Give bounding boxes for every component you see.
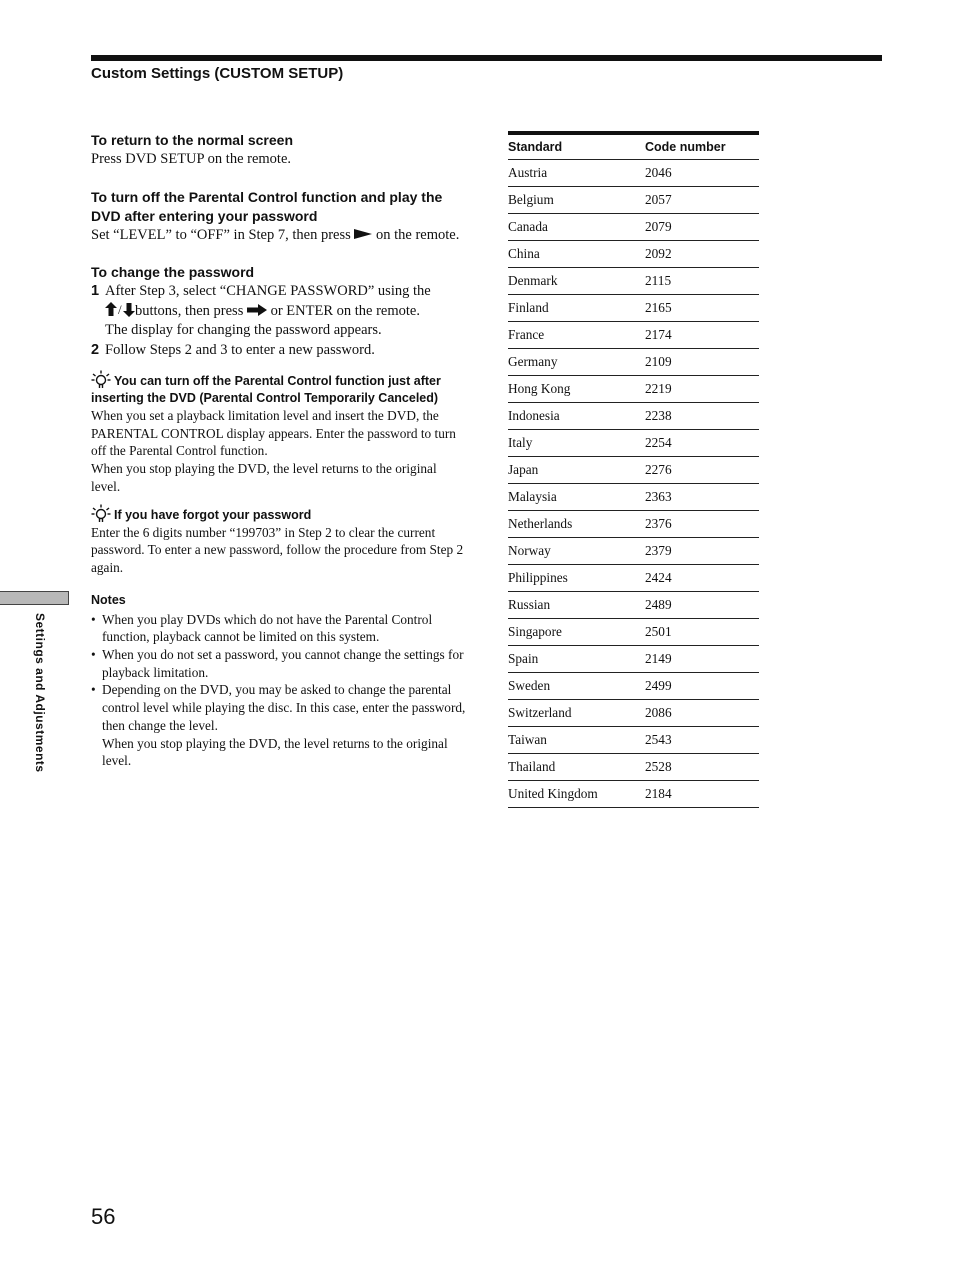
table-row	[508, 268, 759, 295]
table-row	[508, 619, 759, 646]
code-cell: 2543	[645, 732, 672, 747]
country-cell: Belgium	[508, 192, 554, 207]
code-cell: 2376	[645, 516, 672, 531]
turnoff-text: Set “LEVEL” to “OFF” in Step 7, then press on the remote.	[91, 226, 460, 243]
code-cell: 2086	[645, 705, 672, 720]
code-cell: 2501	[645, 624, 672, 639]
country-cell: Hong Kong	[508, 381, 571, 396]
table-row	[508, 214, 759, 241]
country-cell: Spain	[508, 651, 539, 666]
change-password-heading: To change the password	[91, 264, 255, 280]
table-row	[508, 376, 759, 403]
tip1-text-1: When you set a playback limitation level and insert the DVD, the PARENTAL CONTROL display appears. Enter the password to turn off the Parental Control function.	[91, 408, 456, 459]
country-cell: Austria	[508, 165, 548, 180]
table-row	[508, 187, 759, 214]
return-heading: To return to the normal screen	[91, 132, 293, 148]
country-cell: Switzerland	[508, 705, 572, 720]
country-cell: Finland	[508, 300, 549, 315]
code-cell: 2219	[645, 381, 672, 396]
turnoff-heading: To turn off the Parental Control function and play the DVD after entering your password	[91, 188, 443, 224]
code-cell: 2363	[645, 489, 672, 504]
up-down-arrow-icon	[105, 302, 135, 317]
code-number-table	[508, 131, 759, 808]
country-cell: Netherlands	[508, 516, 573, 531]
code-cell: 2046	[645, 165, 672, 180]
code-cell: 2254	[645, 435, 672, 450]
code-cell: 2057	[645, 192, 672, 207]
country-cell: Italy	[508, 435, 533, 450]
play-icon	[354, 228, 372, 240]
code-cell: 2079	[645, 219, 672, 234]
step-2: 2 Follow Steps 2 and 3 to enter a new password.	[91, 341, 375, 358]
table-row	[508, 727, 759, 754]
page-header-title: Custom Settings (CUSTOM SETUP)	[91, 65, 344, 82]
table-row	[508, 646, 759, 673]
table-row	[508, 511, 759, 538]
note-item: • Depending on the DVD, you may be asked to change the parental control level while playing the disc. In this case, enter the password, then change the level.	[91, 682, 466, 733]
table-row	[508, 349, 759, 376]
table-header-row	[508, 135, 759, 160]
country-cell: Germany	[508, 354, 558, 369]
code-cell: 2379	[645, 543, 672, 558]
tip1-heading: You can turn off the Parental Control function just after inserting the DVD (Parental Control Temporarily Canceled)	[91, 370, 466, 407]
code-cell: 2528	[645, 759, 672, 774]
country-cell: Malaysia	[508, 489, 557, 504]
code-cell: 2276	[645, 462, 672, 477]
section-side-label: Settings and Adjustments	[33, 613, 47, 773]
header-code-number: Code number	[645, 140, 726, 154]
table-row	[508, 538, 759, 565]
table-row	[508, 430, 759, 457]
country-cell: Sweden	[508, 678, 551, 693]
code-cell: 2092	[645, 246, 672, 261]
notes-heading: Notes	[91, 592, 126, 607]
country-cell: China	[508, 246, 540, 261]
code-cell: 2424	[645, 570, 672, 585]
header-standard: Standard	[508, 140, 563, 154]
code-cell: 2109	[645, 354, 672, 369]
table-row	[508, 781, 759, 808]
table-row	[508, 592, 759, 619]
country-cell: Canada	[508, 219, 548, 234]
lightbulb-tip-icon	[91, 504, 111, 524]
section-side-tab	[0, 591, 69, 605]
code-cell: 2115	[645, 273, 672, 288]
table-row	[508, 295, 759, 322]
lightbulb-tip-icon	[91, 370, 111, 390]
country-cell: Taiwan	[508, 732, 547, 747]
table-row	[508, 241, 759, 268]
code-cell: 2174	[645, 327, 672, 342]
table-row	[508, 403, 759, 430]
code-cell: 2489	[645, 597, 672, 612]
table-body	[508, 160, 759, 808]
country-cell: Russian	[508, 597, 551, 612]
country-cell: Singapore	[508, 624, 562, 639]
table-row	[508, 322, 759, 349]
code-cell: 2238	[645, 408, 672, 423]
code-cell: 2499	[645, 678, 672, 693]
table-row	[508, 700, 759, 727]
step-1: 1 After Step 3, select “CHANGE PASSWORD” using the / buttons, then press or ENTER on the remote. The display for changing the password appears.	[91, 283, 431, 338]
tip1-text-2: When you stop playing the DVD, the level returns to the original level.	[91, 461, 437, 494]
country-cell: Philippines	[508, 570, 568, 585]
note-item: • When you do not set a password, you cannot change the settings for playback limitation.	[91, 647, 464, 680]
return-text: Press DVD SETUP on the remote.	[91, 151, 292, 167]
country-cell: Indonesia	[508, 408, 560, 423]
note-item-continuation: When you stop playing the DVD, the level returns to the original level.	[102, 735, 448, 769]
left-column	[91, 131, 466, 770]
right-arrow-icon	[247, 304, 267, 316]
code-cell: 2184	[645, 786, 672, 801]
page-number: 56	[91, 1204, 116, 1229]
country-cell: United Kingdom	[508, 786, 598, 801]
table-row	[508, 754, 759, 781]
code-cell: 2149	[645, 651, 672, 666]
header-rule	[91, 55, 882, 61]
table-row	[508, 457, 759, 484]
table-row	[508, 160, 759, 187]
tip2-heading: If you have forgot your password	[91, 504, 466, 524]
country-cell: Denmark	[508, 273, 558, 288]
code-cell: 2165	[645, 300, 672, 315]
country-cell: Norway	[508, 543, 551, 558]
table-row	[508, 484, 759, 511]
table-row	[508, 673, 759, 700]
note-item: • When you play DVDs which do not have the Parental Control function, playback cannot be limited on this system.	[91, 611, 433, 645]
tip2-text: Enter the 6 digits number “199703” in Step 2 to clear the current password. To enter a new password, follow the procedure from Step 2 again.	[91, 524, 464, 575]
table-row	[508, 565, 759, 592]
country-cell: France	[508, 327, 545, 342]
svg-text:/: /	[118, 301, 122, 317]
country-cell: Japan	[508, 462, 539, 477]
country-cell: Thailand	[508, 759, 556, 774]
